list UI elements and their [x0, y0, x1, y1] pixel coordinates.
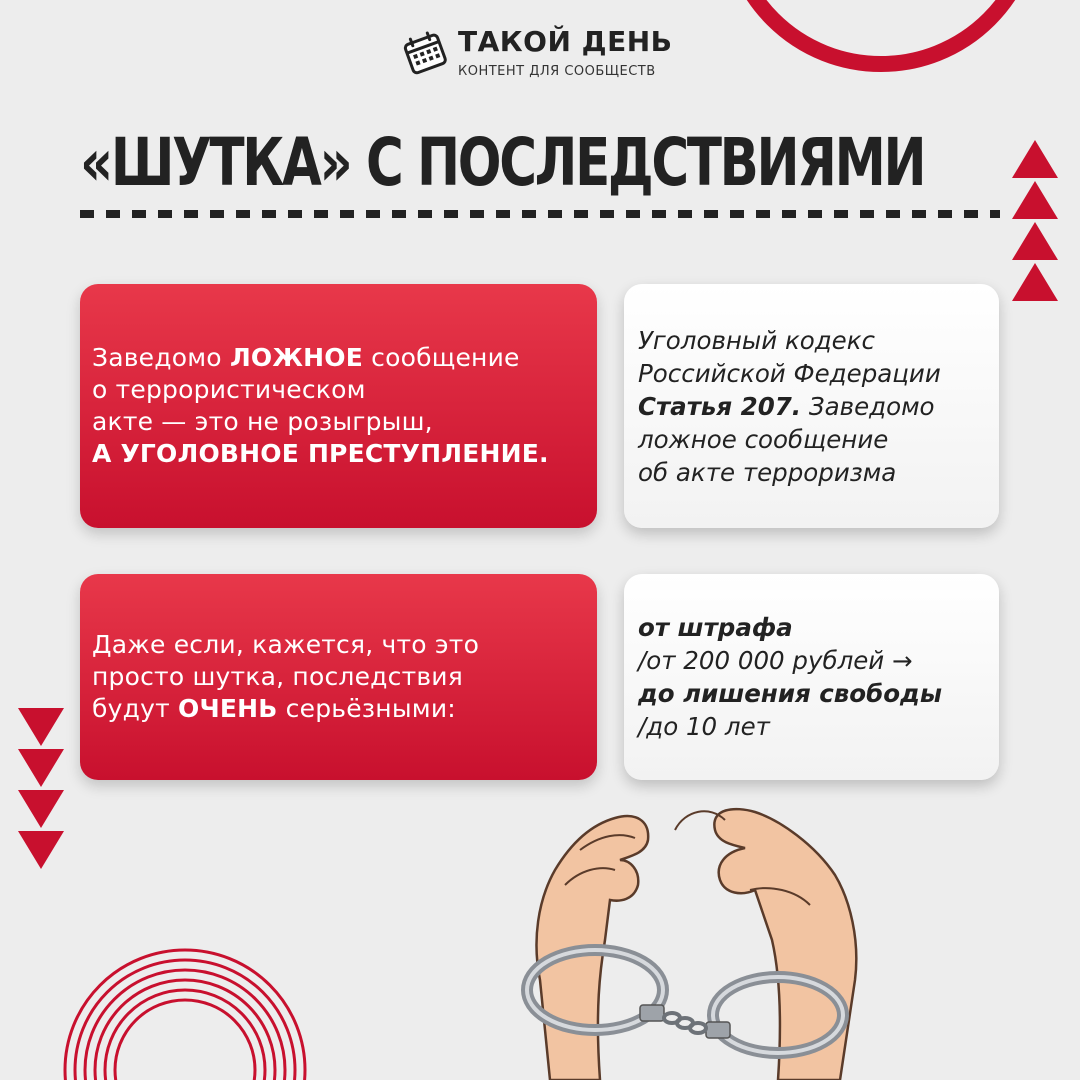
card3-line3-bold: ОЧЕНЬ [178, 694, 278, 723]
decorative-concentric-arcs [60, 935, 310, 1080]
card-false-report [80, 284, 597, 528]
card4-fine: от штрафа [638, 613, 793, 642]
card2-line3-post: Заведомо [801, 391, 935, 421]
card3-line3-post: серьёзными: [277, 694, 456, 723]
card4-imprisonment-term: /до 10 лет [638, 712, 770, 741]
card1-line1-post: сообщение [363, 343, 520, 372]
brand-name: ТАКОЙ ДЕНЬ [458, 25, 673, 58]
card3-line2: просто шутка, последствия [92, 662, 463, 691]
card1-line2: о террористическом [92, 375, 366, 404]
dashed-divider [80, 210, 1000, 218]
card1-line1-pre: Заведомо [92, 343, 230, 372]
card1-line4: А УГОЛОВНОЕ ПРЕСТУПЛЕНИЕ. [92, 439, 549, 468]
card4-imprisonment: до лишения свободы [638, 679, 942, 708]
card2-article: Статья 207. [638, 391, 802, 421]
card-criminal-code [624, 284, 999, 528]
calendar-icon [400, 28, 450, 78]
decorative-ring [720, 0, 1042, 72]
card-penalties [624, 574, 999, 780]
page-title: «ШУТКА» С ПОСЛЕДСТВИЯМИ [80, 124, 925, 201]
card4-fine-amount: /от 200 000 рублей → [638, 646, 913, 675]
card1-line3: акте — это не розыгрыш, [92, 407, 433, 436]
handcuffed-hands-icon [510, 790, 870, 1080]
card-consequences [80, 574, 597, 780]
decorative-triangles-up [1010, 140, 1060, 302]
card1-line1-bold: ЛОЖНОЕ [229, 343, 364, 372]
card3-line3-pre: будут [92, 694, 179, 723]
card2-line5: об акте терроризма [638, 457, 897, 487]
card3-line1: Даже если, кажется, что это [92, 630, 480, 659]
brand-logo [400, 26, 672, 79]
brand-tagline: КОНТЕНТ ДЛЯ СООБЩЕСТВ [458, 64, 656, 79]
card2-line2: Российской Федерации [638, 358, 941, 388]
card2-line4: ложное сообщение [638, 424, 889, 454]
card2-line1: Уголовный кодекс [638, 325, 876, 355]
decorative-triangles-down [16, 708, 66, 870]
